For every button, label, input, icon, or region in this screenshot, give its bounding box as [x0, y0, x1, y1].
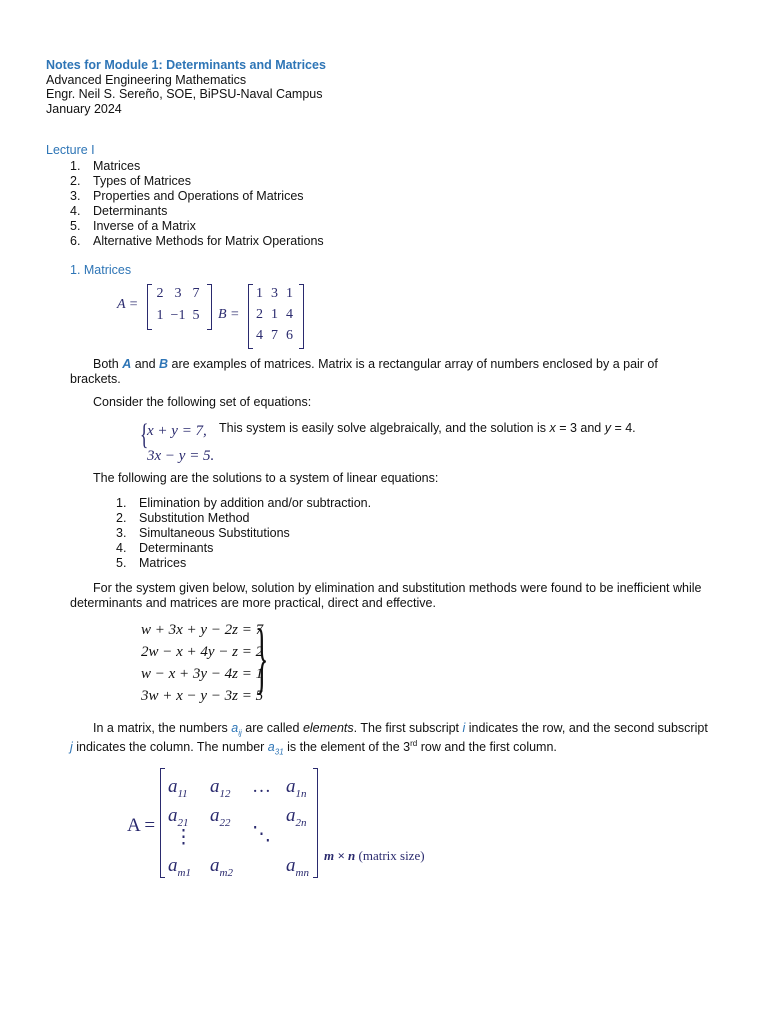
matrix-cell: 7	[192, 286, 200, 301]
equation: w − x + 3y − 4z = 1	[141, 666, 264, 682]
lecture-label: Lecture I	[46, 143, 95, 157]
element-subscript: 21	[177, 816, 189, 829]
matrix-cell: 3	[174, 286, 182, 301]
horizontal-ellipsis: …	[252, 776, 271, 797]
item-number: 1.	[116, 496, 127, 510]
text: indicates the row, and the second subscript	[465, 721, 708, 735]
text: and	[131, 357, 160, 371]
element-letter: a	[286, 805, 296, 826]
matrix-cell: −1	[170, 308, 186, 323]
paragraph-matrices	[93, 357, 658, 372]
list-item	[116, 496, 371, 511]
matrix-cell: 3	[271, 286, 278, 301]
text: row and the first column.	[417, 740, 557, 755]
list-item	[70, 234, 324, 249]
element-subscript: m1	[177, 866, 191, 879]
item-number: 4.	[116, 541, 127, 555]
element-subscript: 12	[219, 787, 231, 800]
item-number: 1.	[70, 159, 81, 173]
item-number: 5.	[116, 556, 127, 570]
left-bracket-icon	[160, 768, 165, 878]
text: is the element of the 3	[283, 740, 411, 755]
matrix-element	[286, 776, 307, 800]
paragraph-matrices-cont: brackets.	[70, 372, 121, 386]
matrix-cell: 1	[156, 308, 164, 323]
diagonal-ellipsis: ⋱	[252, 824, 271, 845]
item-number: 3.	[70, 189, 81, 203]
item-label: Determinants	[93, 204, 168, 218]
text: are examples of matrices. Matrix is a rectangular array of numbers enclosed by a pair of	[168, 357, 658, 371]
system-note	[219, 421, 636, 436]
item-number: 5.	[70, 219, 81, 233]
right-bracket-icon	[313, 768, 318, 878]
var-i: i	[462, 721, 466, 735]
paragraph-equations: Consider the following set of equations:	[93, 395, 312, 409]
item-number: 2.	[70, 174, 81, 188]
size-label: m × n	[324, 848, 356, 863]
matrix-cell: 5	[192, 308, 200, 323]
item-label: Inverse of a Matrix	[93, 219, 196, 233]
text: This system is easily solve algebraically, and the solution is	[219, 421, 550, 435]
var-j: j	[70, 740, 73, 755]
doc-title: Notes for Module 1: Determinants and Matrices	[46, 58, 326, 72]
element-subscript: 2n	[295, 816, 307, 829]
matrix-cell: 1	[256, 286, 263, 301]
text: . The first subscript	[353, 721, 463, 735]
matrix-cell: 2	[156, 286, 164, 301]
date: January 2024	[46, 102, 122, 116]
element-subscript: 11	[177, 787, 188, 800]
matrix-cell: 2	[256, 307, 263, 322]
item-label: Substitution Method	[139, 511, 250, 525]
text: = 4.	[610, 421, 636, 435]
element-letter: a	[286, 776, 296, 797]
course-name: Advanced Engineering Mathematics	[46, 73, 247, 87]
var-y: y	[604, 421, 611, 435]
text: a	[267, 740, 275, 755]
list-item	[70, 174, 191, 189]
element-letter: a	[210, 855, 220, 876]
item-label: Elimination by addition and/or subtraction.	[139, 496, 372, 510]
element-letter: a	[286, 855, 296, 876]
text: a	[231, 721, 239, 735]
equation: w + 3x + y − 2z = 7	[141, 622, 264, 638]
matrix-element	[168, 855, 191, 879]
item-label: Matrices	[139, 556, 187, 570]
text: elements	[302, 721, 354, 735]
text: In a matrix, the numbers	[93, 721, 232, 735]
text: are called	[241, 721, 303, 735]
matrix-element	[210, 776, 231, 800]
element-subscript: mn	[295, 866, 309, 879]
element-subscript: 1n	[295, 787, 307, 800]
matrix-cell: 4	[286, 307, 293, 322]
matrix-size-note	[324, 848, 425, 864]
var-a: A	[122, 357, 132, 371]
matrix-element	[210, 855, 233, 879]
text: Both	[93, 357, 123, 371]
size-note: (matrix size)	[355, 848, 425, 863]
element-letter: a	[210, 805, 220, 826]
item-number: 2.	[116, 511, 127, 525]
author: Engr. Neil S. Sereño, SOE, BiPSU-Naval Campus	[46, 87, 323, 101]
matrix-element	[286, 805, 307, 829]
item-number: 4.	[70, 204, 81, 218]
matrix-label: B =	[218, 306, 240, 322]
item-number: 6.	[70, 234, 81, 248]
section-heading: 1. Matrices	[70, 263, 132, 277]
paragraph-system-cont: determinants and matrices are more practical, direct and effective.	[70, 596, 436, 610]
item-label: Properties and Operations of Matrices	[93, 189, 304, 203]
paragraph-elements-cont	[70, 736, 557, 760]
item-label: Matrices	[93, 159, 141, 173]
element-letter: a	[168, 805, 178, 826]
item-number: 3.	[116, 526, 127, 540]
item-label: Simultaneous Substitutions	[139, 526, 290, 540]
element-subscript: 22	[219, 816, 231, 829]
matrix-cell: 4	[256, 328, 263, 343]
equation: 2w − x + 4y − z = 2	[141, 644, 264, 660]
list-item	[116, 541, 213, 556]
item-label: Determinants	[139, 541, 214, 555]
list-item	[70, 159, 140, 174]
text: indicates the column. The number	[72, 740, 268, 755]
matrix-element	[168, 776, 188, 800]
matrix-element	[286, 855, 309, 879]
equation: 3w + x − y − 3z = 5	[141, 688, 264, 704]
matrix-label: A =	[117, 297, 139, 312]
equation-2: 3x − y = 5.	[147, 448, 215, 464]
matrix-cell: 1	[286, 286, 293, 301]
list-item	[116, 526, 290, 541]
a31	[267, 740, 284, 757]
subscript: 31	[274, 747, 284, 757]
aij	[231, 721, 242, 738]
text: = 3 and	[555, 421, 605, 435]
list-item	[70, 219, 196, 234]
var-x: x	[549, 421, 556, 435]
list-item	[70, 204, 167, 219]
list-item	[116, 511, 250, 526]
element-letter: a	[210, 776, 220, 797]
matrix-label: A =	[127, 815, 156, 836]
matrix-cell: 7	[271, 328, 278, 343]
matrix-cell: 6	[286, 328, 293, 343]
right-brace-icon: }	[255, 614, 269, 702]
element-letter: a	[168, 776, 178, 797]
paragraph-solutions: The following are the solutions to a system of linear equations:	[93, 471, 439, 485]
subscript: ij	[238, 728, 242, 738]
equation-1: x + y = 7,	[147, 423, 207, 439]
element-letter: a	[168, 855, 178, 876]
right-bracket-icon	[299, 284, 304, 349]
matrix-element	[210, 805, 231, 829]
element-subscript: m2	[219, 866, 233, 879]
var-b: B	[159, 357, 169, 371]
vertical-ellipsis: ⋮	[174, 827, 193, 848]
list-item	[70, 189, 304, 204]
right-bracket-icon	[207, 284, 212, 330]
matrix-cell: 1	[271, 307, 278, 322]
superscript: rd	[410, 739, 418, 748]
brace-icon: {	[139, 418, 149, 451]
list-item	[116, 556, 186, 571]
paragraph-system: For the system given below, solution by elimination and substitution methods were found to be inefficient while	[93, 581, 702, 595]
item-label: Alternative Methods for Matrix Operations	[93, 234, 324, 248]
item-label: Types of Matrices	[93, 174, 191, 188]
